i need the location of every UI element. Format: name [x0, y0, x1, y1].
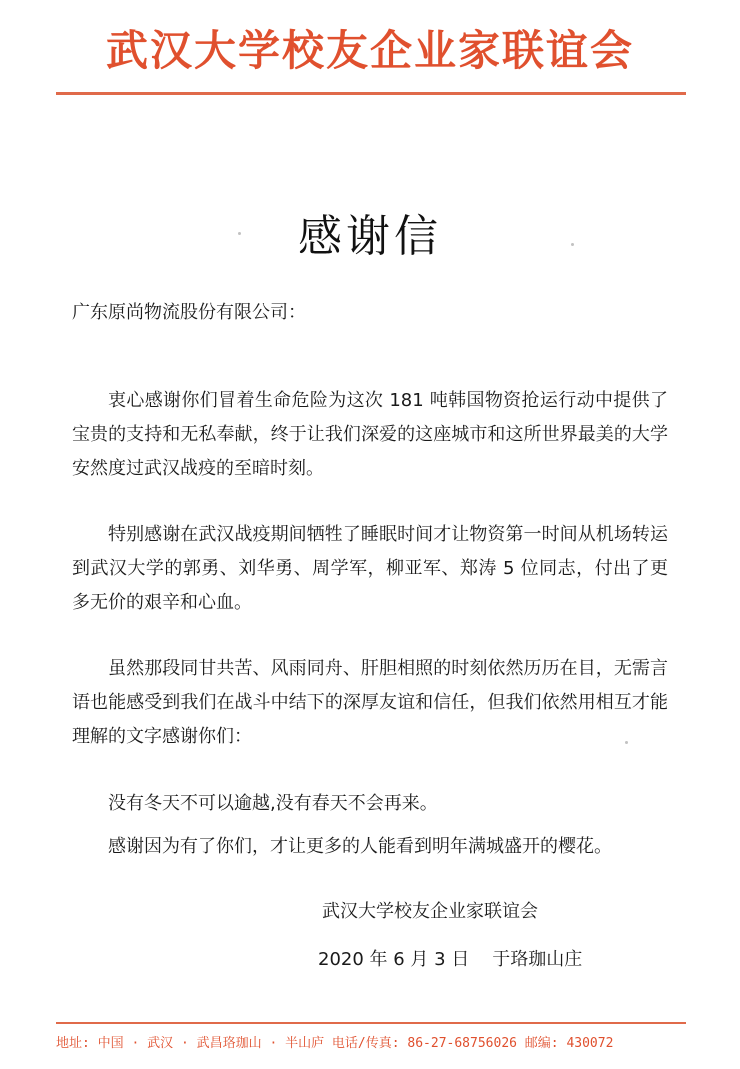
footer-divider [56, 1022, 686, 1024]
letter-paragraph-4 [72, 787, 668, 821]
letter-salutation: 广东原尚物流股份有限公司： [72, 302, 306, 323]
paragraph-text: 衷心感谢你们冒着生命危险为这次 181 吨韩国物资抢运行动中提供了宝贵的支持和无私奉献，终于让我们深爱的这座城市和这所世界最美的大学安然度过武汉战疫的至暗时刻。 [72, 390, 668, 479]
scan-speck [571, 243, 574, 246]
letterhead-org-name: 武汉大学校友企业家联谊会 [105, 26, 634, 75]
letter-signature: 武汉大学校友企业家联谊会 [322, 901, 538, 922]
letter-paragraph-1 [72, 384, 668, 486]
paragraph-text: 没有冬天不可以逾越,没有春天不会再来。 [108, 793, 438, 814]
letter-date: 2020 年 6 月 3 日 于珞珈山庄 [318, 949, 583, 970]
footer-contact: 地址: 中国 · 武汉 · 武昌珞珈山 · 半山庐 电话/传真: 86-27-68756026 邮编: 430072 [56, 1036, 614, 1051]
paragraph-text: 虽然那段同甘共苦、风雨同舟、肝胆相照的时刻依然历历在目，无需言语也能感受到我们在战斗中结下的深厚友谊和信任，但我们依然用相互才能理解的文字感谢你们： [72, 658, 668, 747]
scan-speck [238, 232, 241, 235]
paragraph-text: 感谢因为有了你们，才让更多的人能看到明年满城盛开的樱花。 [108, 836, 612, 857]
letter-title: 感谢信 [298, 211, 442, 262]
paragraph-text: 特别感谢在武汉战疫期间牺牲了睡眠时间才让物资第一时间从机场转运到武汉大学的郭勇、刘华勇、周学军，柳亚军、郑涛 5 位同志，付出了更多无价的艰辛和心血。 [72, 524, 668, 613]
letter-paragraph-3 [72, 652, 668, 754]
letterhead-divider [56, 92, 686, 95]
letter-paragraph-2 [72, 518, 668, 620]
scan-speck [625, 741, 628, 744]
letter-paragraph-5 [72, 830, 668, 864]
